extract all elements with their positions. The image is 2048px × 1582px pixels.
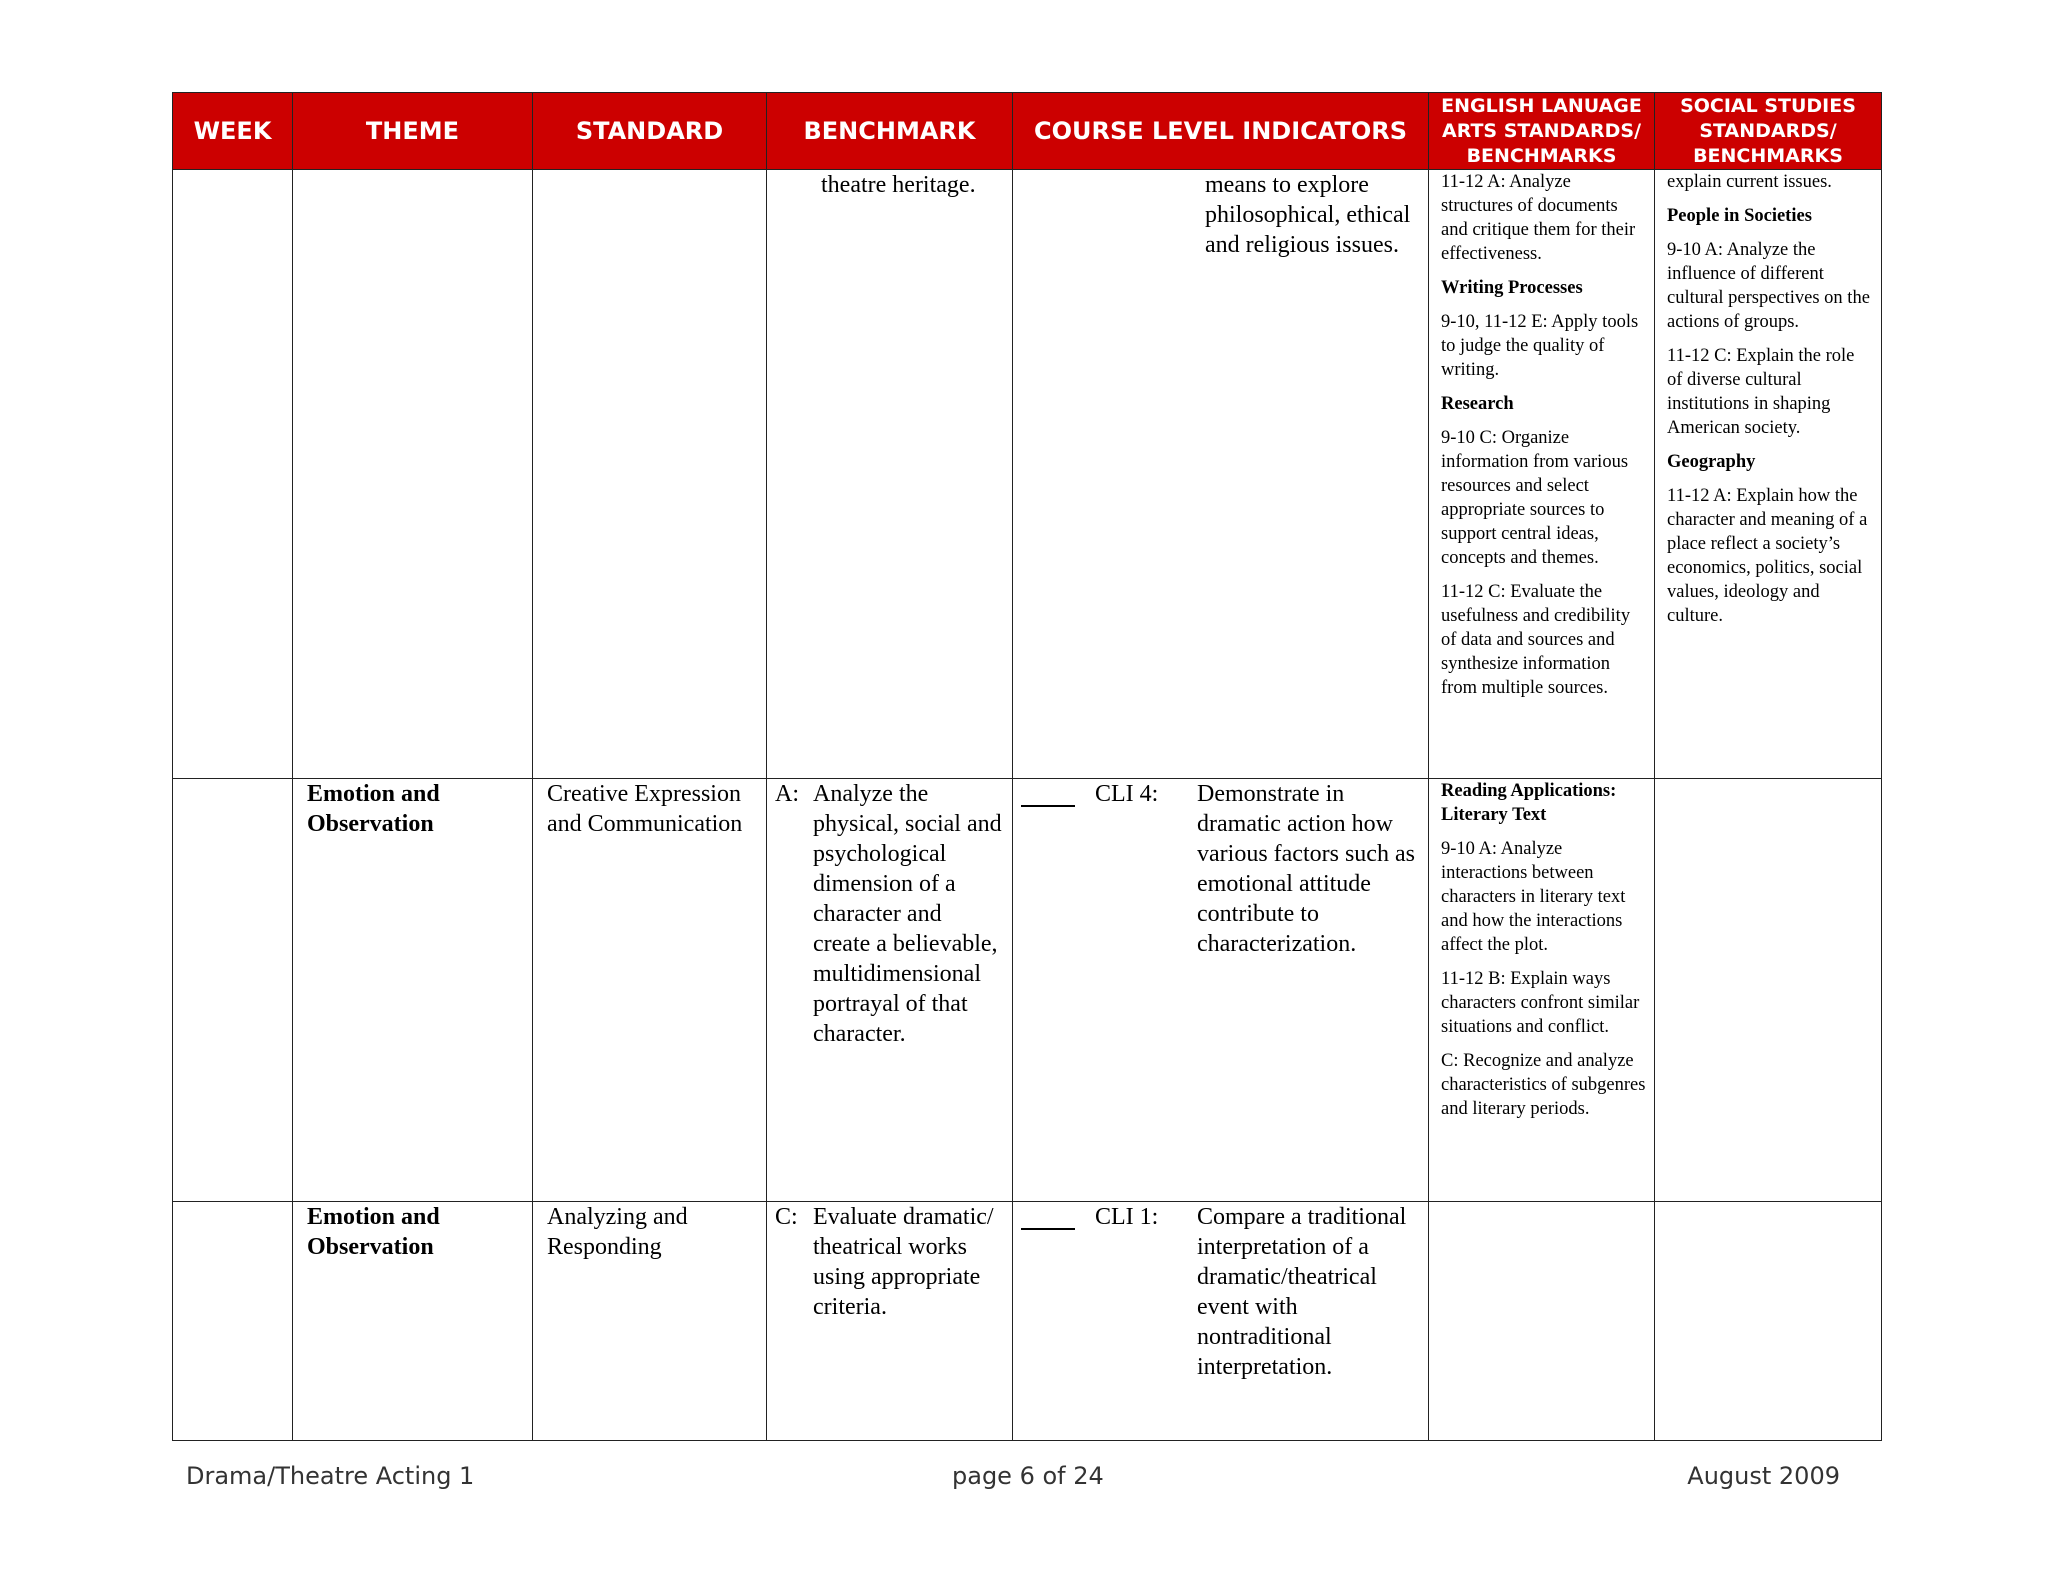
table-row [173,779,1882,1202]
cli-cell [1013,1202,1429,1441]
ela-text: 11-12 A: Analyze structures of documents and critique them for their effectiveness. [1441,172,1636,264]
footer-page-number: page 6 of 24 [952,1462,1104,1490]
ss-cell [1655,170,1882,779]
standard-cell: Analyzing and Responding [533,1202,767,1441]
benchmark-text: theatre heritage. [821,172,976,198]
header-row [173,93,1882,170]
week-cell [173,1202,293,1441]
header-ela-standards: ENGLISH LANUAGE ARTS STANDARDS/ BENCHMARKS [1429,93,1655,170]
benchmark-cell [767,1202,1013,1441]
cli-label: CLI 4: [1095,781,1159,807]
ss-cell [1655,1202,1882,1441]
theme-cell: Emotion and Observation [293,779,533,1202]
ela-text: 11-12 C: Evaluate the usefulness and credibility of data and sources and synthesize information from multiple sources. [1441,582,1631,698]
ela-text: 11-12 B: Explain ways characters confront similar situations and conflict. [1441,969,1640,1037]
theme-cell: Emotion and Observation [293,1202,533,1441]
header-theme: THEME [293,93,533,170]
benchmark-text: Evaluate dramatic/ theatrical works using appropriate criteria. [813,1204,994,1320]
checkbox-blank[interactable] [1021,1202,1075,1230]
week-cell [173,779,293,1202]
cli-text: Compare a traditional interpretation of a dramatic/theatrical event with nontraditional interpretation. [1197,1204,1407,1380]
week-cell [173,170,293,779]
ela-text: 9-10 C: Organize information from various resources and select appropriate sources to support central ideas, concepts and themes. [1441,428,1629,568]
curriculum-table [172,92,1882,1441]
cli-label: CLI 1: [1095,1204,1159,1230]
benchmark-cell [767,779,1013,1202]
benchmark-letter: A: [775,781,799,807]
benchmark-text: Analyze the physical, social and psychological dimension of a character and create a believable, multidimensional portrayal of that character. [813,781,1002,1047]
standard-cell: Creative Expression and Communication [533,779,767,1202]
cli-text: Demonstrate in dramatic action how various factors such as emotional attitude contribute to characterization. [1197,781,1415,957]
footer-course-title: Drama/Theatre Acting 1 [186,1462,475,1490]
ela-text: C: Recognize and analyze characteristics of subgenres and literary periods. [1441,1051,1646,1119]
cli-cell [1013,170,1429,779]
ss-text: 11-12 C: Explain the role of diverse cultural institutions in shaping American society. [1667,346,1855,438]
header-standard: STANDARD [533,93,767,170]
table-row [173,1202,1882,1441]
footer-date: August 2009 [1687,1462,1840,1490]
header-week: WEEK [173,93,293,170]
ss-heading: Geography [1667,452,1756,472]
header-course-level-indicators: COURSE LEVEL INDICATORS [1013,93,1429,170]
checkbox-blank[interactable] [1021,779,1075,807]
cli-text: means to explore philosophical, ethical and religious issues. [1205,172,1411,258]
ela-heading: Writing Processes [1441,278,1583,298]
benchmark-cell [767,170,1013,779]
ela-text: 9-10, 11-12 E: Apply tools to judge the quality of writing. [1441,312,1639,380]
cli-cell [1013,779,1429,1202]
header-benchmark: BENCHMARK [767,93,1013,170]
ela-heading: Research [1441,394,1514,414]
benchmark-letter: C: [775,1204,798,1230]
ela-cell [1429,779,1655,1202]
ss-text: 9-10 A: Analyze the influence of different cultural perspectives on the actions of groups. [1667,240,1870,332]
header-social-studies-standards: SOCIAL STUDIES STANDARDS/ BENCHMARKS [1655,93,1882,170]
table-row [173,170,1882,779]
ela-text: 9-10 A: Analyze interactions between characters in literary text and how the interactions affect the plot. [1441,839,1626,955]
ss-heading: People in Societies [1667,206,1812,226]
ss-text: explain current issues. [1667,172,1832,192]
ss-text: 11-12 A: Explain how the character and meaning of a place reflect a society’s economics, politics, social values, ideology and culture. [1667,486,1868,626]
theme-cell [293,170,533,779]
ela-cell [1429,170,1655,779]
ela-cell [1429,1202,1655,1441]
ela-heading: Reading Applications: Literary Text [1441,781,1617,825]
ss-cell [1655,779,1882,1202]
standard-cell [533,170,767,779]
